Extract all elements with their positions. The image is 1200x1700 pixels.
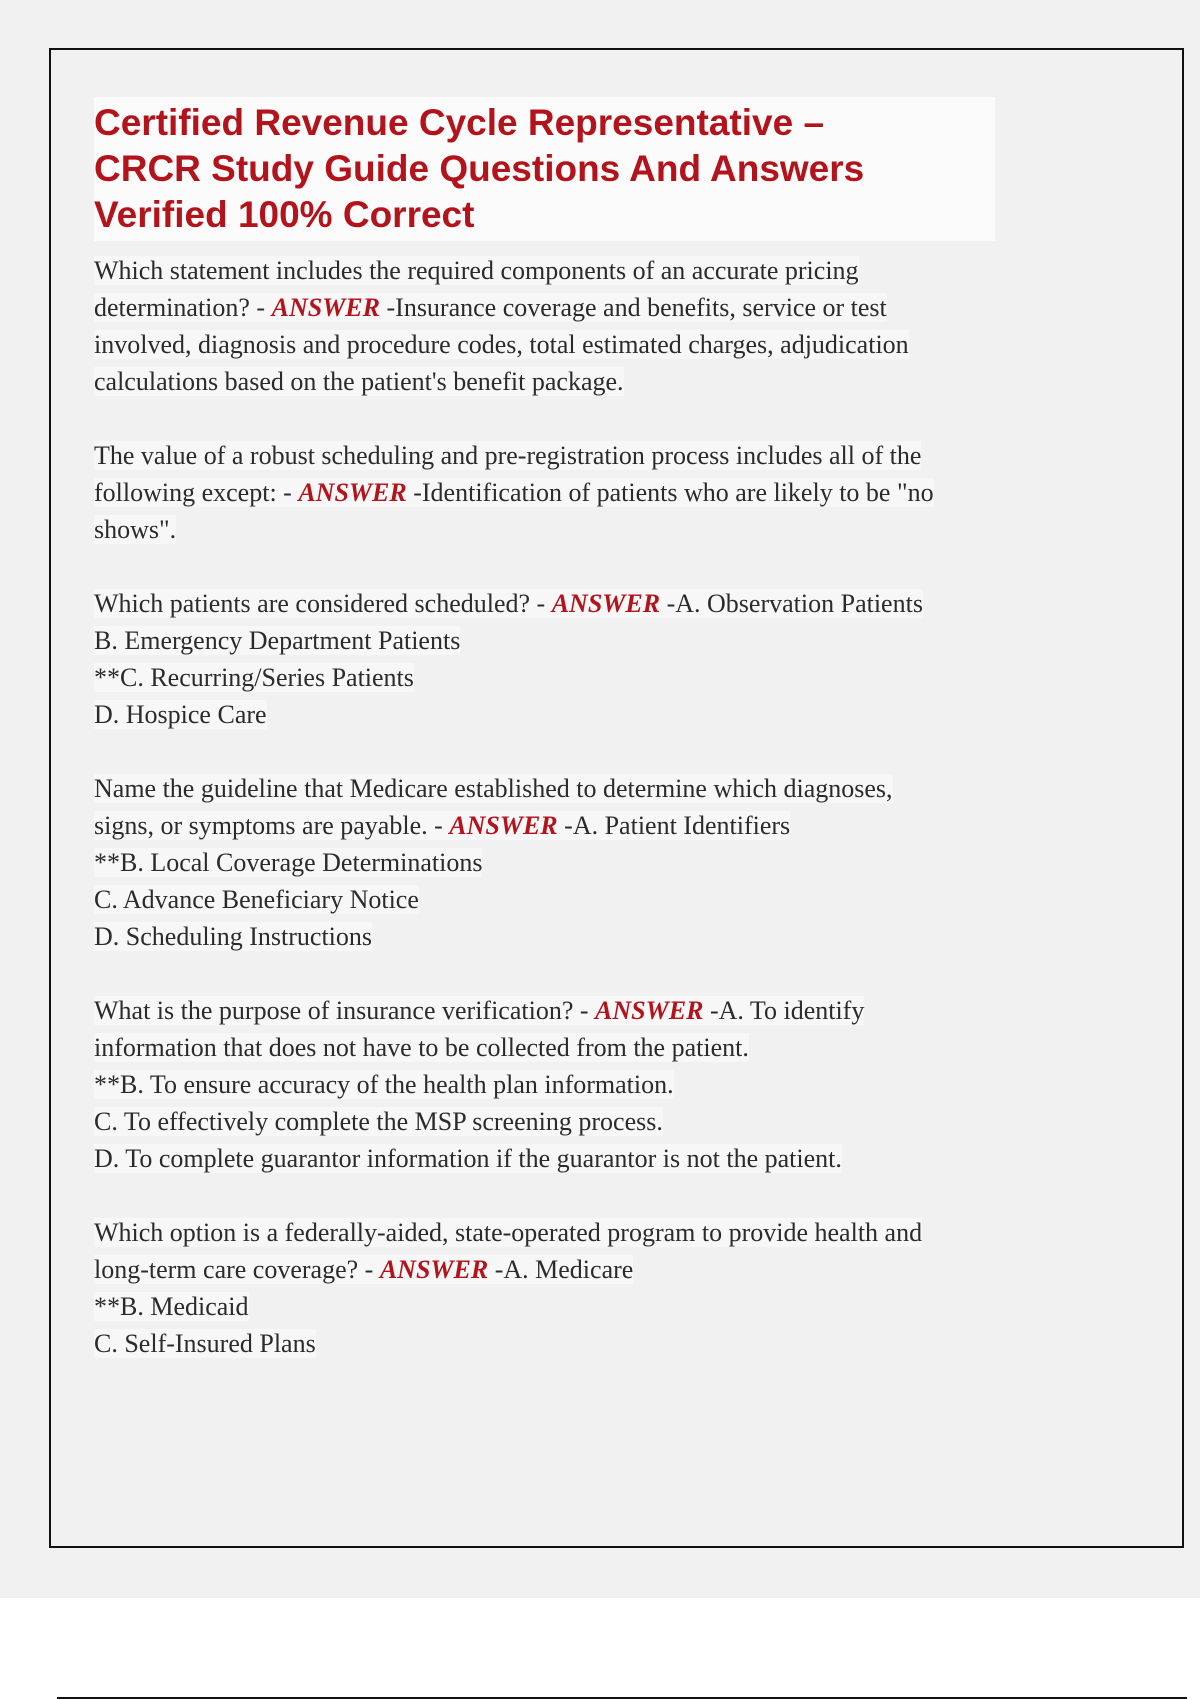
qa-line-text: B. Emergency Department Patients xyxy=(94,626,461,655)
answer-label: ANSWER xyxy=(551,589,661,618)
qa-line xyxy=(94,770,1054,807)
qa-line xyxy=(94,326,1054,363)
qa-line-text: involved, diagnosis and procedure codes, total estimated charges, adjudication xyxy=(94,330,909,359)
qa-line xyxy=(94,1029,1054,1066)
qa-line-text: **B. Local Coverage Determinations xyxy=(94,848,483,877)
answer-label: ANSWER xyxy=(379,1255,489,1284)
qa-line xyxy=(94,1066,1054,1103)
qa-line xyxy=(94,1214,1054,1251)
qa-line-text xyxy=(94,1255,633,1284)
qa-line xyxy=(94,437,1054,474)
qa-line-text: **B. Medicaid xyxy=(94,1292,249,1321)
question-text: long-term care coverage? - xyxy=(94,1255,380,1284)
answer-text: -A. Medicare xyxy=(488,1255,634,1284)
qa-line xyxy=(94,1140,1054,1177)
qa-line xyxy=(94,992,1054,1029)
qa-item xyxy=(94,770,1054,955)
qa-item xyxy=(94,992,1054,1177)
qa-line xyxy=(94,696,1054,733)
question-text: following except: - xyxy=(94,478,299,507)
qa-line xyxy=(94,1325,1054,1362)
qa-line-text: information that does not have to be collected from the patient. xyxy=(94,1033,749,1062)
question-text: signs, or symptoms are payable. - xyxy=(94,811,450,840)
answer-label: ANSWER xyxy=(449,811,558,840)
qa-line xyxy=(94,511,1054,548)
qa-line-text: shows". xyxy=(94,515,177,544)
question-text: What is the purpose of insurance verification? - xyxy=(94,996,596,1025)
qa-line xyxy=(94,844,1054,881)
qa-line xyxy=(94,585,1054,622)
qa-line-text xyxy=(94,811,790,840)
qa-content xyxy=(94,252,1054,1399)
title-line-2: CRCR Study Guide Questions And Answers xyxy=(94,148,865,189)
qa-line xyxy=(94,807,1054,844)
title-line-1: Certified Revenue Cycle Representative – xyxy=(94,102,825,143)
qa-line-text xyxy=(94,589,923,618)
footer-divider xyxy=(57,1697,1187,1699)
qa-item xyxy=(94,252,1054,400)
qa-line xyxy=(94,252,1054,289)
answer-text: -A. Observation Patients xyxy=(660,589,923,618)
qa-line-text xyxy=(94,478,934,507)
qa-line-text: C. To effectively complete the MSP screening process. xyxy=(94,1107,663,1136)
qa-line xyxy=(94,1288,1054,1325)
answer-text: -Identification of patients who are likely to be "no xyxy=(406,478,934,507)
question-text: Which patients are considered scheduled? - xyxy=(94,589,552,618)
answer-label: ANSWER xyxy=(595,996,704,1025)
qa-line-text xyxy=(94,293,887,322)
answer-label: ANSWER xyxy=(271,293,380,322)
qa-line xyxy=(94,1251,1054,1288)
qa-line-text: Which option is a federally-aided, state-operated program to provide health and xyxy=(94,1218,923,1247)
qa-line-text: C. Self-Insured Plans xyxy=(94,1329,316,1358)
qa-line xyxy=(94,363,1054,400)
qa-line-text: C. Advance Beneficiary Notice xyxy=(94,885,419,914)
document-title xyxy=(94,97,995,241)
qa-line xyxy=(94,474,1054,511)
qa-line-text: Which statement includes the required components of an accurate pricing xyxy=(94,256,859,285)
qa-item xyxy=(94,585,1054,733)
qa-line xyxy=(94,289,1054,326)
qa-item xyxy=(94,1214,1054,1362)
qa-line-text: calculations based on the patient's benefit package. xyxy=(94,367,624,396)
title-line-3: Verified 100% Correct xyxy=(94,194,475,235)
qa-line xyxy=(94,881,1054,918)
qa-item xyxy=(94,437,1054,548)
qa-line-text xyxy=(94,996,864,1025)
answer-label: ANSWER xyxy=(298,478,407,507)
qa-line xyxy=(94,918,1054,955)
qa-line-text: **B. To ensure accuracy of the health plan information. xyxy=(94,1070,674,1099)
qa-line-text: D. To complete guarantor information if the guarantor is not the patient. xyxy=(94,1144,842,1173)
qa-line-text: The value of a robust scheduling and pre-registration process includes all of the xyxy=(94,441,922,470)
qa-line xyxy=(94,622,1054,659)
qa-line-text: **C. Recurring/Series Patients xyxy=(94,663,414,692)
qa-line xyxy=(94,659,1054,696)
qa-line-text: D. Scheduling Instructions xyxy=(94,922,373,951)
answer-text: -A. To identify xyxy=(703,996,865,1025)
answer-text: -A. Patient Identifiers xyxy=(557,811,791,840)
qa-line-text: D. Hospice Care xyxy=(94,700,267,729)
question-text: determination? - xyxy=(94,293,272,322)
answer-text: -Insurance coverage and benefits, service or test xyxy=(380,293,887,322)
qa-line-text: Name the guideline that Medicare established to determine which diagnoses, xyxy=(94,774,893,803)
qa-line xyxy=(94,1103,1054,1140)
